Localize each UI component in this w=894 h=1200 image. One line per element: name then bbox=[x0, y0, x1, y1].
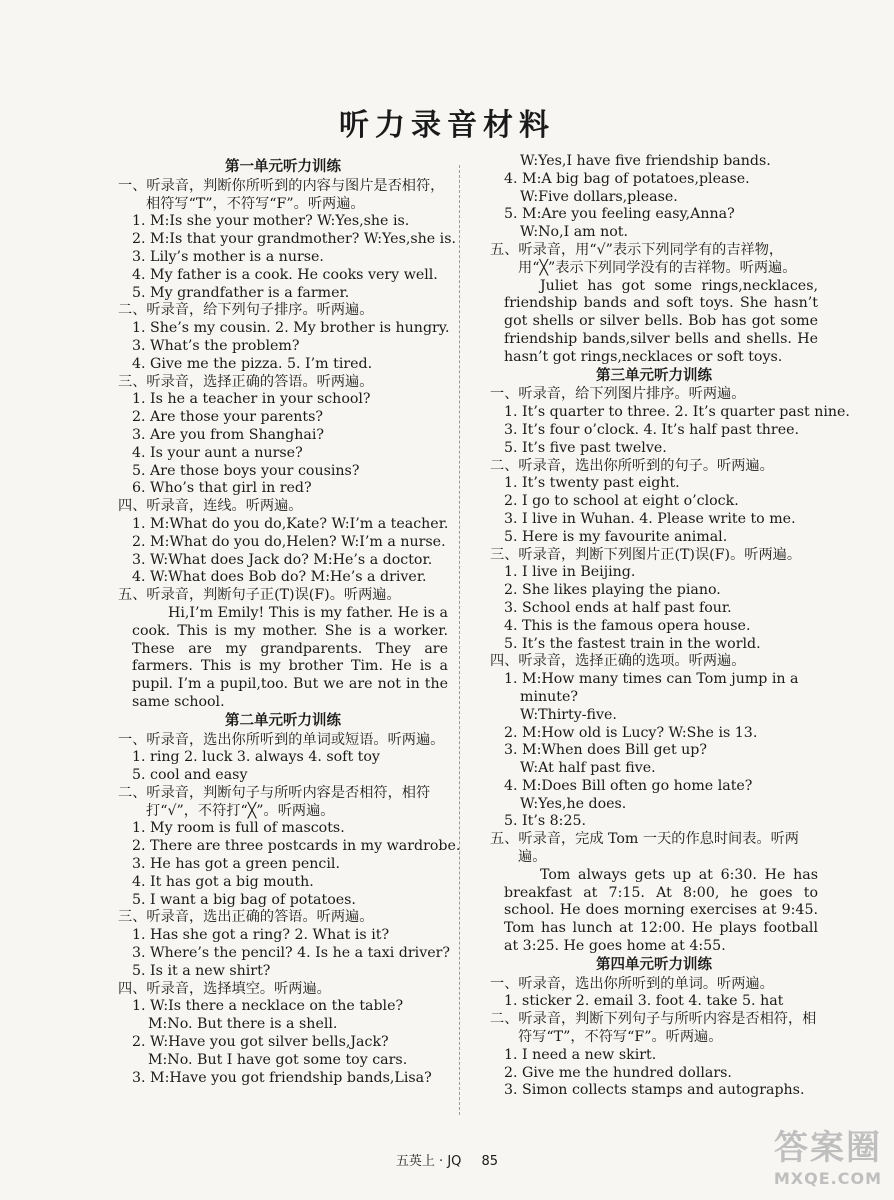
dialogue-line: W:Five dollars,please. bbox=[520, 188, 678, 205]
text-line: 4. M:Does Bill often go home late? bbox=[504, 777, 753, 794]
question-heading: 一、听录音，判断你所听到的内容与图片是否相符，相符写“T”，不符写“F”。听两遍。 bbox=[118, 177, 445, 212]
watermark-url: MXQE.COM bbox=[773, 1169, 882, 1188]
right-column bbox=[490, 153, 850, 1100]
page-title: 听力录音材料 bbox=[339, 108, 555, 143]
text-line: 1. It’s quarter to three. 2. It’s quarter past nine. bbox=[504, 404, 850, 421]
dialogue-line: W:No,I am not. bbox=[520, 224, 629, 241]
column-divider bbox=[459, 165, 460, 1115]
text-line: 1. She’s my cousin. 2. My brother is hungry. bbox=[132, 320, 450, 337]
text-line: 2. W:Have you got silver bells,Jack? bbox=[132, 1034, 389, 1051]
text-line: 5. It’s the fastest train in the world. bbox=[504, 635, 761, 652]
question-heading: 四、听录音，连线。听两遍。 bbox=[118, 498, 303, 515]
dialogue-line: M:No. But I have got some toy cars. bbox=[148, 1051, 408, 1068]
text-line: 3. It’s four o’clock. 4. It’s half past three. bbox=[504, 421, 800, 438]
text-line: 1. M:What do you do,Kate? W:I’m a teacher. bbox=[132, 515, 449, 532]
text-line: 5. M:Are you feeling easy,Anna? bbox=[504, 206, 735, 223]
left-column bbox=[118, 158, 461, 1087]
text-line: 2. M:Is that your grandmother? W:Yes,she is. bbox=[132, 231, 457, 248]
text-line: 1. I live in Beijing. bbox=[504, 564, 636, 581]
text-line: 5. My grandfather is a farmer. bbox=[132, 284, 350, 301]
question-heading: 二、听录音，给下列句子排序。听两遍。 bbox=[118, 302, 374, 319]
text-line: 4. My father is a cook. He cooks very well. bbox=[132, 266, 438, 283]
text-line: 3. M:Have you got friendship bands,Lisa? bbox=[132, 1069, 432, 1086]
question-heading: 四、听录音，选择填空。听两遍。 bbox=[118, 980, 331, 997]
text-line: 3. What’s the problem? bbox=[132, 337, 300, 354]
page-footer bbox=[0, 1150, 894, 1169]
text-line: 3. Are you from Shanghai? bbox=[132, 426, 324, 443]
text-line: 2. I go to school at eight o’clock. bbox=[504, 493, 739, 510]
dialogue-line: W:Yes,I have five friendship bands. bbox=[520, 153, 771, 169]
text-line: 3. Simon collects stamps and autographs. bbox=[504, 1082, 805, 1099]
text-line: 5. I want a big bag of potatoes. bbox=[132, 891, 356, 908]
question-heading: 三、听录音，选出正确的答语。听两遍。 bbox=[118, 909, 374, 926]
watermark-logo bbox=[774, 1120, 882, 1188]
dialogue-line: minute? bbox=[520, 688, 578, 705]
question-heading: 二、听录音，选出你所听到的句子。听两遍。 bbox=[490, 457, 774, 474]
text-line: 2. M:How old is Lucy? W:She is 13. bbox=[504, 724, 758, 741]
text-line: 3. Lily’s mother is a nurse. bbox=[132, 248, 324, 265]
passage-paragraph: Tom always gets up at 6:30. He has breakfast at 7:15. At 8:00, he goes to school. He does morning exercises at 9:45. Tom has lunch at 12:00. He plays football at 3:25. He goes home at 4:55. bbox=[504, 866, 818, 955]
unit-heading: 第四单元听力训练 bbox=[596, 956, 712, 973]
dialogue-line: W:Yes,he does. bbox=[520, 795, 627, 812]
text-line: 1. It’s twenty past eight. bbox=[504, 475, 680, 492]
text-line: 3. W:What does Jack do? M:He’s a doctor. bbox=[132, 551, 433, 568]
passage-paragraph: Juliet has got some rings,necklaces, friendship bands and soft toys. She hasn’t got shells or silver bells. Bob has got some friendship bands,silver bells and shells. He hasn’t got rings,necklaces or soft toys. bbox=[504, 277, 818, 365]
question-heading: 一、听录音，选出你所听到的单词或短语。听两遍。 bbox=[118, 731, 445, 748]
text-line: 5. cool and easy bbox=[132, 767, 248, 784]
question-heading: 四、听录音，选择正确的选项。听两遍。 bbox=[490, 653, 746, 670]
question-heading: 二、听录音，判断句子与所听内容是否相符，相符打“√”，不符打“╳”。听两遍。 bbox=[118, 784, 431, 819]
text-line: 5. It’s 8:25. bbox=[504, 813, 587, 830]
text-line: 1. M:How many times can Tom jump in a bbox=[504, 671, 799, 688]
text-line: 4. W:What does Bob do? M:He’s a driver. bbox=[132, 569, 427, 586]
text-line: 2. Are those your parents? bbox=[132, 409, 323, 426]
text-line: 1. sticker 2. email 3. foot 4. take 5. hat bbox=[504, 993, 784, 1010]
question-heading: 五、听录音，用“√”表示下列同学有的吉祥物，用“╳”表示下列同学没有的吉祥物。听两遍。 bbox=[490, 241, 797, 276]
text-line: 1. Is he a teacher in your school? bbox=[132, 391, 371, 408]
text-line: 5. Are those boys your cousins? bbox=[132, 462, 360, 479]
book-code: 五英上 · JQ bbox=[395, 1154, 462, 1169]
question-heading: 五、听录音，完成 Tom 一天的作息时间表。听两遍。 bbox=[490, 831, 799, 866]
text-line: 4. It has got a big mouth. bbox=[132, 873, 314, 890]
text-line: 1. M:Is she your mother? W:Yes,she is. bbox=[132, 213, 410, 230]
question-heading: 五、听录音，判断句子正(T)误(F)。听两遍。 bbox=[118, 587, 401, 604]
page-number: 85 bbox=[481, 1154, 499, 1169]
text-line: 1. ring 2. luck 3. always 4. soft toy bbox=[132, 749, 380, 766]
dialogue-line: M:No. But there is a shell. bbox=[148, 1016, 338, 1033]
question-heading: 二、听录音，判断下列句子与所听内容是否相符，相符写“T”，不符写“F”。听两遍。 bbox=[490, 1011, 817, 1046]
text-line: 1. Has she got a ring? 2. What is it? bbox=[132, 927, 390, 944]
question-heading: 一、听录音，选出你所听到的单词。听两遍。 bbox=[490, 975, 774, 992]
text-line: 4. M:A big bag of potatoes,please. bbox=[504, 170, 750, 187]
text-line: 6. Who’s that girl in red? bbox=[132, 480, 312, 497]
text-line: 1. My room is full of mascots. bbox=[132, 820, 345, 837]
text-line: 4. Is your aunt a nurse? bbox=[132, 444, 303, 461]
text-line: 3. He has got a green pencil. bbox=[132, 856, 340, 873]
unit-heading: 第三单元听力训练 bbox=[596, 367, 712, 384]
text-line: 2. M:What do you do,Helen? W:I’m a nurse. bbox=[132, 533, 446, 550]
question-heading: 三、听录音，选择正确的答语。听两遍。 bbox=[118, 373, 374, 390]
dialogue-line: W:At half past five. bbox=[520, 760, 656, 777]
text-line: 5. Here is my favourite animal. bbox=[504, 528, 728, 545]
text-line: 4. This is the famous opera house. bbox=[504, 617, 751, 634]
text-line: 3. Where’s the pencil? 4. Is he a taxi driver? bbox=[132, 945, 450, 962]
text-line: 5. Is it a new shirt? bbox=[132, 962, 271, 979]
text-line: 3. I live in Wuhan. 4. Please write to me. bbox=[504, 510, 796, 527]
text-line: 3. M:When does Bill get up? bbox=[504, 742, 707, 759]
unit-heading: 第一单元听力训练 bbox=[225, 159, 341, 175]
text-line: 1. W:Is there a necklace on the table? bbox=[132, 998, 404, 1015]
text-line: 3. School ends at half past four. bbox=[504, 599, 732, 616]
unit-heading: 第二单元听力训练 bbox=[225, 712, 341, 729]
watermark-text: 答案圈 bbox=[774, 1128, 882, 1168]
text-line: 1. I need a new skirt. bbox=[504, 1046, 657, 1063]
text-line: 4. Give me the pizza. 5. I’m tired. bbox=[132, 355, 373, 372]
passage-paragraph: Hi,I’m Emily! This is my father. He is a cook. This is my mother. She is a worker. These are my grandparents. They are farmers. This is my brother Tim. He is a pupil. I’m a pupil,too. But we are not in the same school. bbox=[132, 604, 448, 710]
text-line: 2. She likes playing the piano. bbox=[504, 582, 721, 599]
text-line: 2. There are three postcards in my wardrobe. bbox=[132, 838, 461, 855]
dialogue-line: W:Thirty-five. bbox=[520, 706, 617, 723]
text-line: 2. Give me the hundred dollars. bbox=[504, 1064, 732, 1081]
text-line: 5. It’s five past twelve. bbox=[504, 439, 667, 456]
question-heading: 一、听录音，给下列图片排序。听两遍。 bbox=[490, 386, 746, 403]
question-heading: 三、听录音，判断下列图片正(T)误(F)。听两遍。 bbox=[490, 546, 802, 563]
